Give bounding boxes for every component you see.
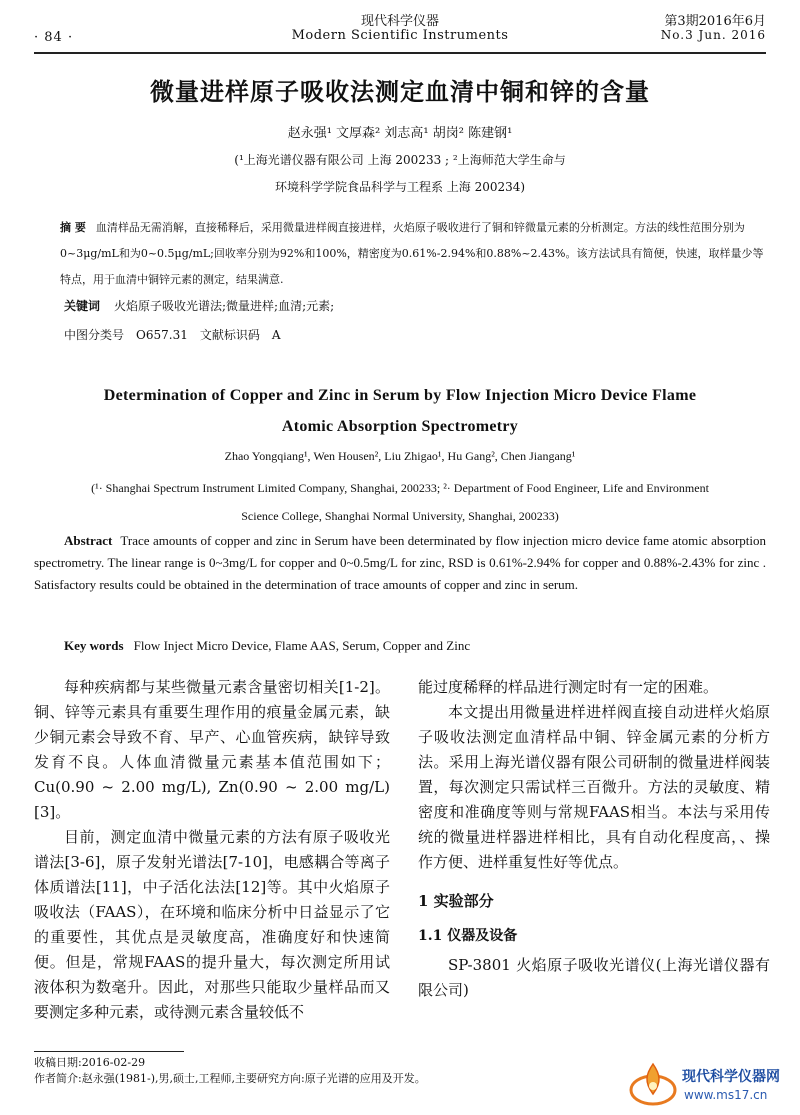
body-paragraph: 能过度稀释的样品进行测定时有一定的困难。 [418, 678, 719, 696]
clc-value: O657.31 [136, 328, 188, 342]
footnote-rule [34, 1051, 184, 1052]
abstract-cn-label: 摘 要 [60, 221, 86, 234]
body-paragraph: 目前，测定血清中微量元素的方法有原子吸收光谱法[3-6]，原子发射光谱法[7-10]，电感耦合等离子体质谱法[11]，中子活化法法[12]等。其中火焰原子吸收法（FAAS），在环境和临床分析中日益显示了它的重要性，其优点是灵敏度高，准确度好和快速简便。但是，常规FAAS的提升量大，每次测定所用试液体积为数毫升。因此，对那些只能取少量样品而又要测定多种元素，或待测元素含量较低不 [34, 828, 390, 1021]
abstract-en-text: Trace amounts of copper and zinc in Serum have been determinated by flow injection micro device fame atomic absorption spectrometry. The linear range is 0~3mg/L for copper and 0~0.5mg/L for zinc, RSD is 0.61%-2.94% for copper and 0.88%-2.43% for zinc . Satisfactory results could be obtained in the determination of trace amounts of copper and zinc in serum. [34, 533, 766, 592]
body-paragraph: 本文提出用微量进样进样阀直接自动进样火焰原子吸收法测定血清样品中铜、锌金属元素的分析方法。采用上海光谱仪器有限公司研制的微量进样阀装置，每次测定只需试样三百微升。方法的灵敏度、精密度和准确度等则与常规FAAS相当。本法与采用传统的微量进样器进样相比，具有自动化程度高，、操作方便、进样重复性好等优点。 [418, 703, 770, 871]
subsection-heading: 1.1 仪器及设备 [418, 928, 518, 944]
body-column-left [34, 675, 390, 1025]
issue-cn: 第3期2016年6月 [664, 14, 766, 29]
affiliation-cn-line-2: 环境科学学院食品科学与工程系 上海 200234) [274, 180, 526, 194]
abstract-en-label: Abstract [64, 533, 113, 548]
footnote-received: 收稿日期:2016-02-29 [34, 1056, 146, 1069]
abstract-en [34, 530, 766, 596]
doc-code-value: A [271, 328, 281, 342]
keywords-en [64, 638, 470, 654]
paper-title-en-line-1: Determination of Copper and Zinc in Serum by Flow Injection Micro Device Flame [103, 387, 697, 404]
paper-title-en-line-2: Atomic Absorption Spectrometry [281, 418, 519, 435]
authors-en: Zhao Yongqiang¹, Wen Housen², Liu Zhigao¹, Hu Gang², Chen Jiangang¹ [224, 449, 576, 463]
body-paragraph: SP-3801 火焰原子吸收光谱仪(上海光谱仪器有限公司) [418, 956, 770, 999]
body-paragraph: 每种疾病都与某些微量元素含量密切相关[1-2]。铜、锌等元素具有重要生理作用的痕量金属元素，缺少铜元素会导致不育、早产、心血管疾病，缺锌导致发育不良。人体血清微量元素基本值范围如下；Cu(0.90 ~ 2.00 mg/L), Zn(0.90 ~ 2.00 mg/L)[3]。 [34, 678, 390, 821]
keywords-en-label: Key words [64, 638, 124, 653]
body-column-right [418, 675, 770, 1003]
issue-en: No.3 Jun. 2016 [660, 28, 766, 42]
flame-logo-icon [628, 1060, 678, 1108]
paper-title-cn: 微量进样原子吸收法测定血清中铜和锌的含量 [150, 77, 650, 106]
affiliation-cn-line-1: (¹上海光谱仪器有限公司 上海 200233 ; ²上海师范大学生命与 [234, 153, 566, 167]
keywords-cn-label: 关键词 [64, 299, 101, 313]
journal-name-cn: 现代科学仪器 [360, 14, 439, 29]
affiliation-en-line-1: (¹· Shanghai Spectrum Instrument Limited Company, Shanghai, 200233; ²· Department of Food Engineer, Life and Environment [91, 481, 709, 495]
section-heading: 1 实验部分 [418, 892, 494, 910]
authors-cn: 赵永强¹ 文厚森² 刘志高¹ 胡岗² 陈建钢¹ [287, 126, 513, 141]
footnote-author-bio: 作者简介:赵永强(1981-),男,硕士,工程师,主要研究方向:原子光谱的应用及开发。 [34, 1072, 426, 1085]
abstract-cn [60, 215, 768, 293]
running-header [34, 8, 766, 54]
affiliation-en-line-2: Science College, Shanghai Normal University, Shanghai, 200233) [241, 509, 559, 523]
doc-code-label: 文献标识码 [199, 328, 260, 342]
classification-cn [64, 326, 293, 343]
watermark-name: 现代科学仪器网 [682, 1069, 780, 1085]
page-number: · 84 · [34, 30, 74, 45]
abstract-cn-text: 血清样品无需消解，直接稀释后，采用微量进样阀直接进样，火焰原子吸收进行了铜和锌微量元素的分析测定。方法的线性范围分别为0~3μg/mL和为0~0.5μg/mL;回收率分别为92%和100%，精密度为0.61%-2.94%和0.88%~2.43%。该方法试具有简便，快速，取样量少等特点，用于血清中铜锌元素的测定，结果满意. [60, 221, 764, 286]
keywords-en-text: Flow Inject Micro Device, Flame AAS, Serum, Copper and Zinc [133, 638, 471, 653]
site-watermark [624, 1060, 792, 1110]
paper-title-en [0, 380, 800, 442]
keywords-cn-text: 火焰原子吸收光谱法;微量进样;血清;元素; [114, 299, 335, 313]
clc-label: 中图分类号 [64, 328, 125, 342]
keywords-cn [64, 297, 334, 314]
watermark-url: www.ms17.cn [684, 1088, 768, 1102]
journal-name-en: Modern Scientific Instruments [291, 28, 509, 43]
